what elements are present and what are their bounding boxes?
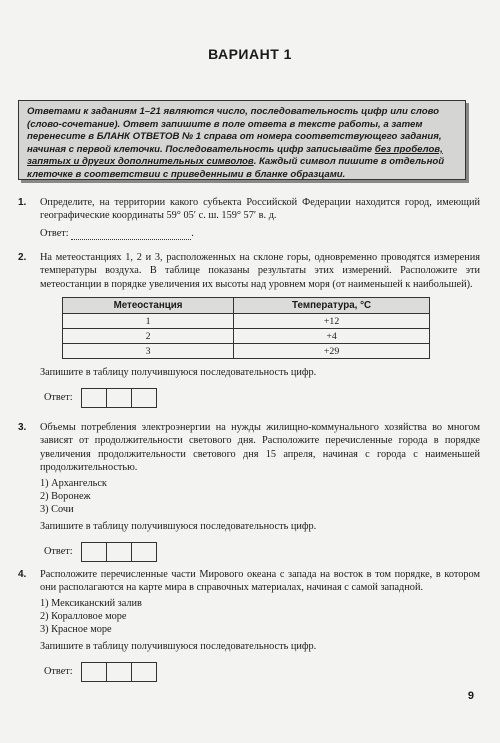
answer-cell[interactable]	[107, 543, 132, 561]
table-cell: +29	[234, 344, 430, 359]
table-row	[63, 344, 430, 359]
answer-cell[interactable]	[107, 663, 132, 681]
table-header-row	[63, 298, 430, 314]
answer-line	[40, 227, 480, 240]
answer-label: Ответ:	[44, 666, 73, 678]
option-item: 1) Мексиканский залив	[40, 597, 142, 609]
instruction-note: Запишите в таблицу получившуюся последовательность цифр.	[40, 367, 317, 379]
answer-cells[interactable]	[81, 662, 157, 682]
question-3	[18, 421, 480, 562]
answer-end: .	[191, 227, 194, 239]
question-1	[18, 196, 480, 240]
question-4	[18, 568, 480, 682]
question-text: Расположите перечисленные части Мирового океана с запада на восток в том порядке, в котором они располагаются на карте мира в справочных материалах, начиная с самой западной.	[40, 569, 480, 594]
table-cell: 2	[63, 329, 234, 344]
answer-cell[interactable]	[132, 663, 156, 681]
table-header: Температура, °С	[234, 298, 430, 314]
table-header: Метеостанция	[63, 298, 234, 314]
table-cell: 1	[63, 314, 234, 329]
table-row	[63, 314, 430, 329]
answer-row	[40, 662, 480, 682]
page-number: 9	[467, 690, 474, 702]
answer-cell[interactable]	[82, 663, 107, 681]
table-cell: 3	[63, 344, 234, 359]
question-number: 3.	[18, 422, 27, 433]
table-cell: +4	[234, 329, 430, 344]
question-number: 2.	[18, 252, 27, 263]
instructions-text-1: Ответами к заданиям 1–21 являются число, последовательность цифр или слово (слово-сочетание). Ответ запишите в поле ответа в тексте работы, а затем перенесите в БЛАНК ОТВЕТОВ № 1 справа от номера соответствующего задания, начиная с первой клеточки. Последовательность цифр записывайте	[27, 106, 442, 155]
answer-row	[40, 542, 480, 562]
question-text: Определите, на территории какого субъекта Российской Федерации находится город, имеющий географические координаты 59° 05′ с. ш. 159° 57′ в. д.	[40, 197, 480, 222]
answer-blank[interactable]	[71, 229, 191, 240]
answer-cell[interactable]	[107, 389, 132, 407]
answer-cell[interactable]	[132, 543, 156, 561]
answer-label: Ответ:	[44, 391, 73, 403]
option-item: 3) Сочи	[40, 504, 74, 516]
answer-row	[40, 388, 480, 408]
answer-label: Ответ:	[40, 227, 69, 239]
question-number: 4.	[18, 569, 27, 580]
instructions-box	[18, 100, 466, 180]
answer-cells[interactable]	[81, 388, 157, 408]
instruction-note: Запишите в таблицу получившуюся последовательность цифр.	[40, 521, 317, 533]
option-item: 2) Коралловое море	[40, 611, 127, 623]
instructions-underlined: без пробелов, запятых и других дополнительных символов	[27, 143, 443, 168]
table-row	[63, 329, 430, 344]
option-item: 2) Воронеж	[40, 490, 91, 502]
answer-cell[interactable]	[132, 389, 156, 407]
instruction-note: Запишите в таблицу получившуюся последовательность цифр.	[40, 641, 317, 653]
answer-cell[interactable]	[82, 389, 107, 407]
temperature-table	[62, 297, 430, 359]
option-item: 3) Красное море	[40, 624, 112, 636]
question-text: На метеостанциях 1, 2 и 3, расположенных на склоне горы, одновременно проводятся измерения температуры воздуха. В таблице показаны результаты этих измерений. Расположите эти метеостанции в порядке увеличения их высоты над уровнем моря (от наименьшей к наибольшей).	[40, 252, 480, 290]
answer-cells[interactable]	[81, 542, 157, 562]
answer-label: Ответ:	[44, 545, 73, 557]
variant-title: ВАРИАНТ 1	[208, 46, 292, 62]
instructions-text-2: . Каждый символ пишите в отдельной клеточке в соответствии с приведенными в бланке образцами.	[27, 156, 445, 180]
question-number: 1.	[18, 197, 27, 208]
question-2	[18, 251, 480, 408]
options-list	[40, 597, 480, 637]
options-list	[40, 477, 480, 517]
option-item: 1) Архангельск	[40, 477, 107, 489]
table-cell: +12	[234, 314, 430, 329]
question-text: Объемы потребления электроэнергии на нужды жилищно-коммунального хозяйства во многом зависят от продолжительности светового дня. Расположите перечисленные города в порядке увеличения продолжительности светового дня 15 апреля, начиная с города с наименьшей продолжительностью.	[40, 422, 480, 474]
answer-cell[interactable]	[82, 543, 107, 561]
